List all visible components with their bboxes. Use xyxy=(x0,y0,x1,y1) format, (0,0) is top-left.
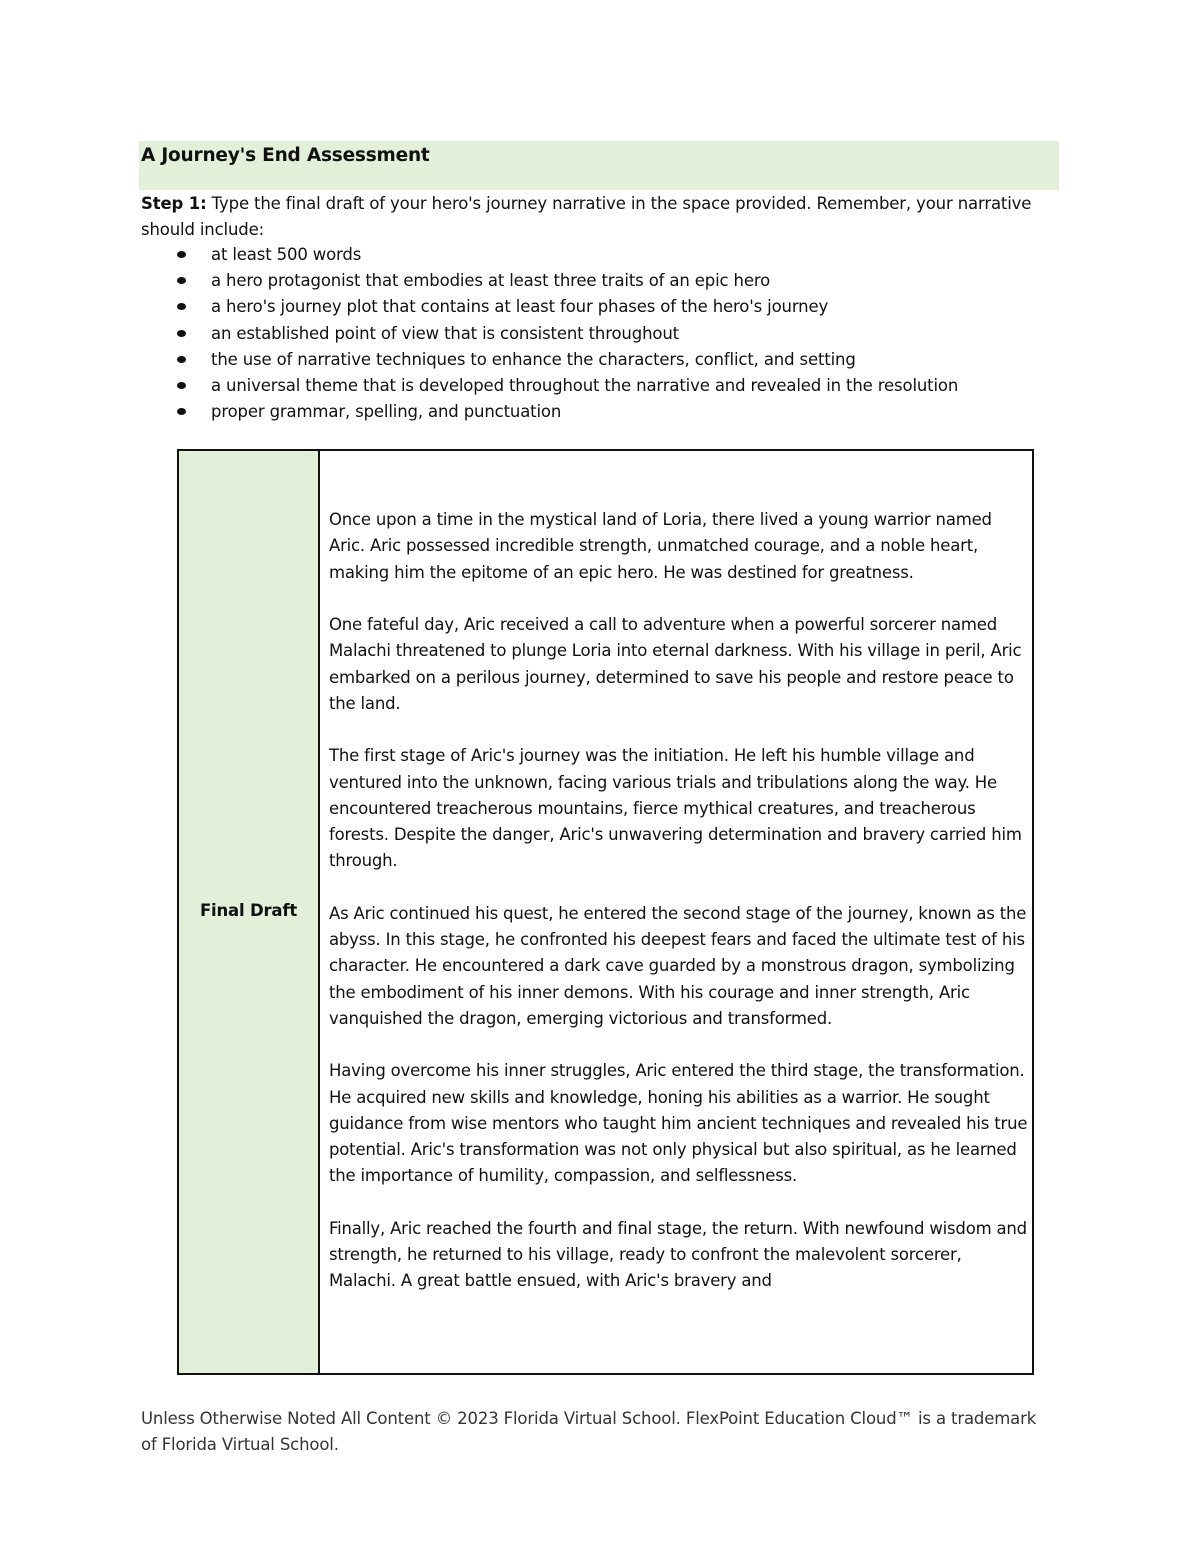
list-item xyxy=(172,347,958,373)
instructions xyxy=(141,191,1041,243)
list-item xyxy=(172,294,958,320)
draft-paragraph: Once upon a time in the mystical land of Loria, there lived a young warrior named Aric. Aric possessed incredible strength, unmatched courage, and a noble heart, making him the epitome of an epic hero. He was destined for greatness. xyxy=(329,510,992,582)
bullet-icon xyxy=(177,408,186,415)
bullet-icon xyxy=(177,303,186,310)
bullet-icon xyxy=(177,382,186,389)
bullet-icon xyxy=(177,251,186,258)
list-item-text: a universal theme that is developed throughout the narrative and revealed in the resolution xyxy=(211,376,959,396)
final-draft-table xyxy=(177,449,1034,1375)
draft-paragraph: As Aric continued his quest, he entered the second stage of the journey, known as the abyss. In this stage, he confronted his deepest fears and faced the ultimate test of his character. He encountered a dark cave guarded by a monstrous dragon, symbolizing the embodiment of his inner demons. With his courage and inner strength, Aric vanquished the dragon, emerging victorious and transformed. xyxy=(329,903,1027,1028)
bullet-icon xyxy=(177,330,186,337)
draft-content-cell[interactable] xyxy=(320,451,1032,1373)
list-item xyxy=(172,321,958,347)
draft-label-cell xyxy=(179,451,320,1373)
draft-label: Final Draft xyxy=(199,901,298,920)
requirements-list xyxy=(172,242,958,425)
list-item xyxy=(172,268,958,294)
list-item-text: the use of narrative techniques to enhance the characters, conflict, and setting xyxy=(211,349,856,369)
bullet-icon xyxy=(177,356,186,363)
draft-paragraph: Having overcome his inner struggles, Aric entered the third stage, the transformation. He acquired new skills and knowledge, honing his abilities as a warrior. He sought guidance from wise mentors who taught him ancient techniques and revealed his true potential. Aric's transformation was not only physical but also spiritual, as he learned the importance of humility, compassion, and selflessness. xyxy=(329,1061,1028,1186)
list-item-text: at least 500 words xyxy=(211,245,362,264)
list-item xyxy=(172,373,958,399)
draft-paragraph: Finally, Aric reached the fourth and final stage, the return. With newfound wisdom and strength, he returned to his village, ready to confront the malevolent sorcerer, Malachi. A great battle ensued, with Aric's bravery and xyxy=(329,1218,1027,1291)
page-title: A Journey's End Assessment xyxy=(141,145,430,166)
step-label: Step 1: xyxy=(141,194,207,213)
list-item xyxy=(172,399,958,425)
step-text: Type the final draft of your hero's journey narrative in the space provided. Remember, your narrative should include: xyxy=(141,194,1032,239)
draft-paragraph: One fateful day, Aric received a call to adventure when a powerful sorcerer named Malachi threatened to plunge Loria into eternal darkness. With his village in peril, Aric embarked on a perilous journey, determined to save his people and restore peace to the land. xyxy=(329,615,1022,713)
list-item-text: a hero's journey plot that contains at least four phases of the hero's journey xyxy=(211,297,829,317)
bullet-icon xyxy=(177,277,186,284)
draft-text[interactable] xyxy=(329,507,1029,1321)
copyright-footer: Unless Otherwise Noted All Content © 2023 Florida Virtual School. FlexPoint Education Cloud™ is a trademark of Florida Virtual School. xyxy=(141,1409,1037,1454)
list-item-text: an established point of view that is consistent throughout xyxy=(211,323,679,343)
list-item-text: proper grammar, spelling, and punctuation xyxy=(211,402,562,422)
title-bar xyxy=(139,141,1059,190)
list-item-text: a hero protagonist that embodies at least three traits of an epic hero xyxy=(211,271,771,291)
list-item xyxy=(172,242,958,268)
draft-paragraph: The first stage of Aric's journey was the initiation. He left his humble village and ventured into the unknown, facing various trials and tribulations along the way. He encountered treacherous mountains, fierce mythical creatures, and treacherous forests. Despite the danger, Aric's unwavering determination and bravery carried him through. xyxy=(329,746,1022,871)
